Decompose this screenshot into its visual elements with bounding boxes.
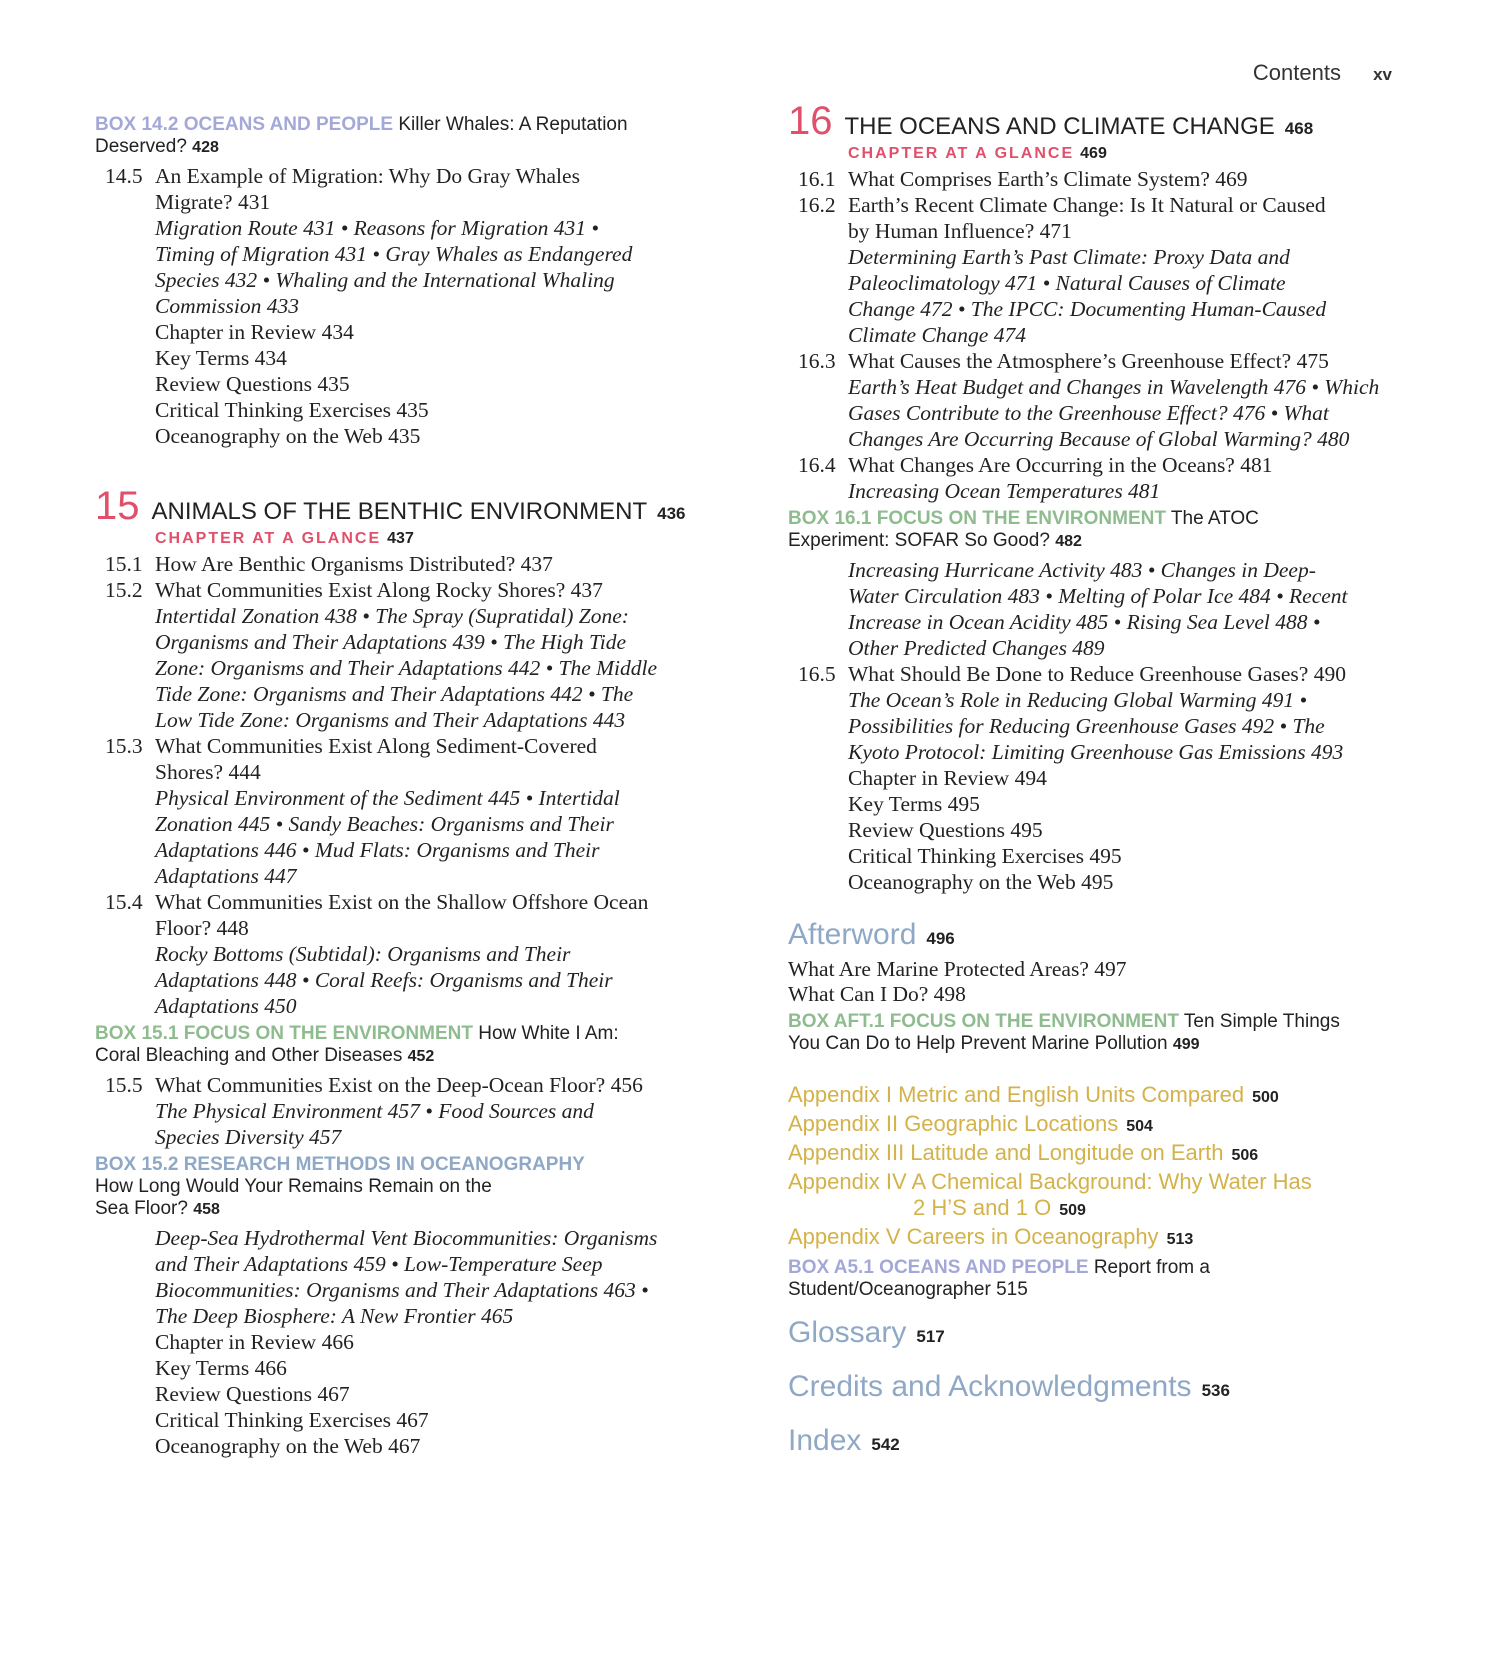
glossary-link[interactable]: Glossary 517 [788, 1316, 945, 1349]
chapter-15-heading[interactable]: 15 ANIMALS OF THE BENTHIC ENVIRONMENT 436 [95, 484, 686, 528]
section-15-2-topics: Intertidal Zonation 438 • The Spray (Supratidal) Zone: Organisms and Their Adaptations 439 • The High Tide Zone: Organisms and Their Adaptations 442 • The Middle Tide Zone: Organisms and Their Adaptations 442 • The Low Tide Zone: Organisms and Their Adaptations 443 [155, 604, 658, 732]
page-header [1253, 60, 1392, 86]
box-16-1-topics: Increasing Hurricane Activity 483 • Changes in Deep- Water Circulation 483 • Melting of Polar Ice 484 • Recent Increase in Ocean Acidity 485 • Rising Sea Level 488 • Other Predicted Changes 489 [848, 558, 1348, 660]
section-16-4-topics: Increasing Ocean Temperatures 481 [848, 479, 1161, 503]
index-link[interactable]: Index 542 [788, 1424, 900, 1457]
section-15-2[interactable]: 15.2 What Communities Exist Along Rocky Shores? 437 [105, 578, 603, 602]
section-16-5-topics: The Ocean’s Role in Reducing Global Warming 491 • Possibilities for Reducing Greenhouse Gases 492 • The Kyoto Protocol: Limiting Greenhouse Gas Emissions 493 [848, 688, 1344, 764]
section-16-4[interactable]: 16.4 What Changes Are Occurring in the Oceans? 481 [798, 453, 1273, 477]
box-aft-1[interactable]: BOX AFT.1 FOCUS ON THE ENVIRONMENT Ten Simple Things You Can Do to Help Prevent Marine Pollution 499 [788, 1011, 1340, 1054]
section-15-3[interactable]: 15.3 What Communities Exist Along Sediment-Covered Shores? 444 [105, 734, 597, 784]
box-16-1[interactable]: BOX 16.1 FOCUS ON THE ENVIRONMENT The ATOC Experiment: SOFAR So Good? 482 [788, 508, 1259, 551]
section-15-5[interactable]: 15.5 What Communities Exist on the Deep-Ocean Floor? 456 [105, 1073, 643, 1097]
section-15-4[interactable]: 15.4 What Communities Exist on the Shallow Offshore Ocean Floor? 448 [105, 890, 649, 940]
box-a5-1[interactable]: BOX A5.1 OCEANS AND PEOPLE Report from a Student/Oceanographer 515 [788, 1257, 1210, 1300]
appendix-5[interactable]: Appendix V Careers in Oceanography 513 [788, 1224, 1194, 1249]
section-16-2[interactable]: 16.2 Earth’s Recent Climate Change: Is It Natural or Caused by Human Influence? 471 [798, 193, 1326, 243]
section-16-3[interactable]: 16.3 What Causes the Atmosphere’s Greenhouse Effect? 475 [798, 349, 1329, 373]
right-column [788, 100, 1408, 1463]
section-14-5[interactable]: 14.5 An Example of Migration: Why Do Gray Whales Migrate? 431 [105, 164, 580, 214]
chapter-14-end-matter[interactable]: Chapter in Review 434 Key Terms 434 Review Questions 435 Critical Thinking Exercises 435 Oceanography on the Web 435 [155, 320, 429, 448]
section-15-1[interactable]: 15.1 How Are Benthic Organisms Distributed? 437 [105, 552, 553, 576]
chapter-16-glance[interactable]: CHAPTER AT A GLANCE 469 [848, 145, 1107, 162]
section-15-4-topics: Rocky Bottoms (Subtidal): Organisms and Their Adaptations 448 • Coral Reefs: Organisms and Their Adaptations 450 [155, 942, 613, 1018]
appendix-2[interactable]: Appendix II Geographic Locations 504 [788, 1111, 1153, 1136]
appendix-4-continued[interactable]: 2 H’S and 1 O 509 [913, 1195, 1086, 1220]
appendix-4[interactable]: Appendix IV A Chemical Background: Why Water Has [788, 1169, 1312, 1194]
header-title: Contents [1252, 60, 1341, 85]
section-14-5-topics: Migration Route 431 • Reasons for Migration 431 • Timing of Migration 431 • Gray Whales as Endangered Species 432 • Whaling and the International Whaling Commission 433 [155, 216, 633, 318]
afterword-item[interactable]: What Can I Do? 498 [788, 982, 966, 1006]
appendix-3[interactable]: Appendix III Latitude and Longitude on Earth 506 [788, 1140, 1259, 1165]
box-15-2-topics: Deep-Sea Hydrothermal Vent Biocommunities: Organisms and Their Adaptations 459 • Low-Temperature Seep Biocommunities: Organisms and Their Adaptations 463 • The Deep Biosphere: A New Frontier 465 [155, 1226, 658, 1328]
credits-link[interactable]: Credits and Acknowledgments 536 [788, 1370, 1230, 1403]
section-15-3-topics: Physical Environment of the Sediment 445 • Intertidal Zonation 445 • Sandy Beaches: Organisms and Their Adaptations 446 • Mud Flats: Organisms and Their Adaptations 447 [155, 786, 620, 888]
chapter-15-end-matter[interactable]: Chapter in Review 466 Key Terms 466 Review Questions 467 Critical Thinking Exercises 467 Oceanography on the Web 467 [155, 1330, 429, 1458]
chapter-16-end-matter[interactable]: Chapter in Review 494 Key Terms 495 Review Questions 495 Critical Thinking Exercises 495 Oceanography on the Web 495 [848, 766, 1122, 894]
appendix-1[interactable]: Appendix I Metric and English Units Compared 500 [788, 1082, 1279, 1107]
section-15-5-topics: The Physical Environment 457 • Food Sources and Species Diversity 457 [155, 1099, 594, 1149]
chapter-16-heading[interactable]: 16 THE OCEANS AND CLIMATE CHANGE 468 [788, 99, 1314, 143]
section-16-3-topics: Earth’s Heat Budget and Changes in Wavelength 476 • Which Gases Contribute to the Greenhouse Effect? 476 • What Changes Are Occurring Because of Global Warming? 480 [848, 375, 1380, 451]
chapter-15-glance[interactable]: CHAPTER AT A GLANCE 437 [155, 530, 414, 547]
box-15-1[interactable]: BOX 15.1 FOCUS ON THE ENVIRONMENT How White I Am: Coral Bleaching and Other Diseases 452 [95, 1023, 619, 1066]
left-column [95, 110, 715, 1459]
section-16-2-topics: Determining Earth’s Past Climate: Proxy Data and Paleoclimatology 471 • Natural Causes of Climate Change 472 • The IPCC: Documenting Human-Caused Climate Change 474 [848, 245, 1327, 347]
afterword-item[interactable]: What Are Marine Protected Areas? 497 [788, 957, 1127, 981]
box-14-2[interactable]: BOX 14.2 OCEANS AND PEOPLE Killer Whales: A Reputation Deserved? 428 [95, 114, 628, 157]
section-16-1[interactable]: 16.1 What Comprises Earth’s Climate System? 469 [798, 167, 1248, 191]
box-15-2[interactable]: BOX 15.2 RESEARCH METHODS IN OCEANOGRAPHY How Long Would Your Remains Remain on the Sea Floor? 458 [95, 1154, 585, 1219]
section-16-5[interactable]: 16.5 What Should Be Done to Reduce Greenhouse Gases? 490 [798, 662, 1346, 686]
header-page-number: xv [1373, 65, 1392, 84]
afterword-heading[interactable]: Afterword 496 [788, 918, 955, 951]
